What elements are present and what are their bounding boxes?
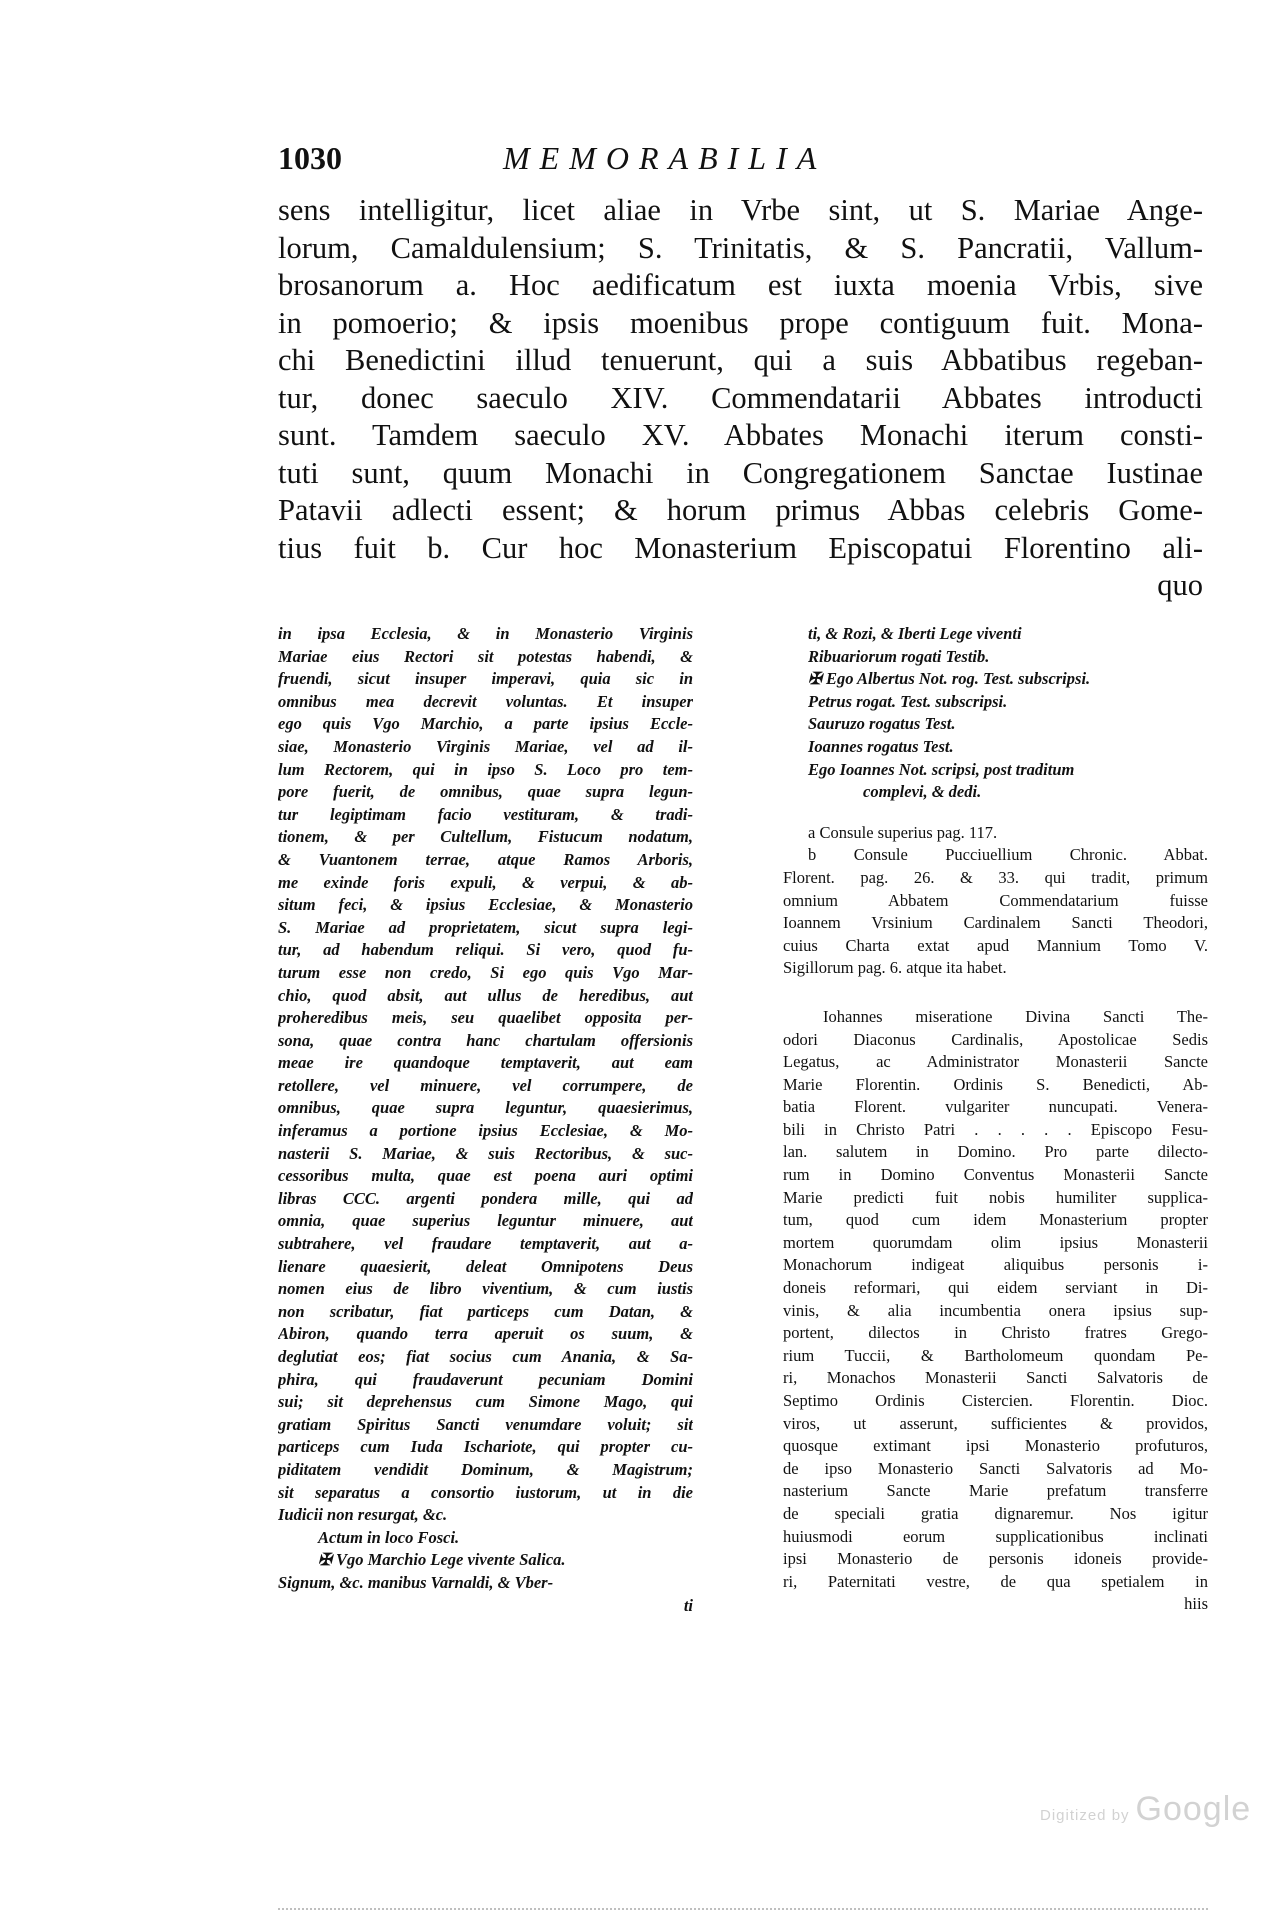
witness-line: Ego Ioannes Not. scripsi, post traditum <box>808 759 1075 779</box>
charter-line: & Vuantonem terrae, atque Ramos Arboris, <box>278 849 693 869</box>
charter-line: particeps cum Iuda Ischariote, qui propter cu- <box>278 1437 693 1457</box>
right-column <box>783 623 1208 1616</box>
charter-line: deglutiat eos; fiat socius cum Anania, & Sa- <box>278 1347 693 1366</box>
main-text-block <box>278 192 1203 605</box>
letter-line: lan. salutem in Domino. Pro parte dilecto- <box>783 1142 1208 1162</box>
main-catchword: quo <box>1157 568 1203 602</box>
charter-line: ego quis Vgo Marchio, a parte ipsius Eccle- <box>278 714 693 734</box>
footnote-line: Sigillorum pag. 6. atque ita habet. <box>783 958 1007 978</box>
charter-line: omnia, quae superius leguntur minuere, aut <box>278 1211 693 1231</box>
letter-catchword: hiis <box>1184 1594 1208 1614</box>
witness-line: Ribuariorum rogati Testib. <box>808 646 990 666</box>
footnote-line: Florent. pag. 26. & 33. qui tradit, primum <box>783 867 1208 887</box>
main-text-line: sunt. Tamdem saeculo XV. Abbates Monachi iterum consti- <box>278 418 1203 452</box>
left-column-charter <box>278 623 693 1617</box>
charter-line: inferamus a portione ipsius Ecclesiae, & Mo- <box>278 1121 693 1141</box>
letter-line: ipsi Monasterio de personis idoneis provide- <box>783 1549 1208 1569</box>
letter-line: nasterium Sancte Marie prefatum transferre <box>783 1481 1208 1501</box>
witness-line: ✠ Ego Albertus Not. rog. Test. subscripsi. <box>808 669 1091 689</box>
witness-line: Sauruzo rogatus Test. <box>808 714 956 734</box>
charter-signature: ✠ Vgo Marchio Lege vivente Salica. <box>318 1550 566 1570</box>
letter-line: de speciali gratia dignaremur. Nos igitur <box>783 1503 1208 1523</box>
letter-line: huiusmodi eorum supplicationibus inclinati <box>783 1526 1208 1546</box>
charter-line: in ipsa Ecclesia, & in Monasterio Virginis <box>278 624 693 643</box>
letter-line: rum in Domino Conventus Monasterii Sancte <box>783 1165 1208 1185</box>
main-text-line: brosanorum a. Hoc aedificatum est iuxta moenia Vrbis, sive <box>278 268 1203 302</box>
page-number: 1030 <box>278 140 342 176</box>
footnote-line: omnium Abbatem Commendatarium fuisse <box>783 890 1208 910</box>
charter-line: fruendi, sicut insuper imperavi, quia sic in <box>278 669 693 689</box>
running-head <box>278 140 938 180</box>
letter-line: ri, Paternitati vestre, de qua spetialem in <box>783 1571 1208 1591</box>
charter-line: lienare quaesierit, deleat Omnipotens Deus <box>278 1256 693 1276</box>
letter-line: Septimo Ordinis Cistercien. Florentin. Dioc. <box>783 1391 1208 1410</box>
letter-line: de ipso Monasterio Sancti Salvatoris ad Mo- <box>783 1458 1208 1478</box>
letter-line: Legatus, ac Administrator Monasterii Sancte <box>783 1052 1208 1072</box>
charter-line: situm feci, & ipsius Ecclesiae, & Monasterio <box>278 895 693 915</box>
letter-line: rium Tuccii, & Bartholomeum quondam Pe- <box>783 1345 1208 1365</box>
charter-line: nomen eius de libro viventium, & cum iustis <box>278 1279 693 1299</box>
letter-line: vinis, & alia incumbentia onera ipsius sup- <box>783 1300 1208 1320</box>
witness-line: Petrus rogat. Test. subscripsi. <box>808 691 1008 711</box>
main-text-line: chi Benedictini illud tenuerunt, qui a suis Abbatibus regeban- <box>278 343 1203 377</box>
charter-line: Abiron, quando terra aperuit os suum, & <box>278 1324 693 1344</box>
bottom-scan-edge <box>278 1908 1208 1910</box>
charter-line: retollere, vel minuere, vel corrumpere, de <box>278 1075 693 1095</box>
charter-line: proheredibus meis, seu quaelibet opposita per- <box>278 1008 693 1028</box>
main-text-line: tur, donec saeculo XIV. Commendatarii Abbates introducti <box>278 380 1203 415</box>
main-text-line: tius fuit b. Cur hoc Monasterium Episcopatui Florentino ali- <box>278 530 1203 565</box>
digitized-watermark <box>1040 1790 1251 1829</box>
charter-line: non scribatur, fiat particeps cum Datan, & <box>278 1301 693 1321</box>
charter-line: siae, Monasterio Virginis Mariae, vel ad il- <box>278 736 693 756</box>
footnote-line: cuius Charta extat apud Mannium Tomo V. <box>783 935 1208 955</box>
main-text-line: lorum, Camaldulensium; S. Trinitatis, & S. Pancratii, Vallum- <box>278 230 1203 265</box>
charter-line: sona, quae contra hanc chartulam offersionis <box>278 1030 693 1050</box>
witness-line: Ioannes rogatus Test. <box>808 736 954 756</box>
charter-line: tionem, & per Cultellum, Fistucum nodatum, <box>278 827 693 847</box>
charter-actum: Actum in loco Fosci. <box>318 1527 460 1547</box>
charter-line: Mariae eius Rectori sit potestas habendi, & <box>278 646 693 666</box>
letter-line: doneis reformari, qui eidem serviant in Di- <box>783 1278 1208 1298</box>
witness-line: ti, & Rozi, & Iberti Lege viventi <box>808 624 1022 643</box>
main-text-line: Patavii adlecti essent; & horum primus Abbas celebris Gome- <box>278 493 1203 527</box>
footnotes <box>783 822 1208 980</box>
charter-line: Iudicii non resurgat, &c. <box>278 1505 448 1525</box>
watermark-brand: Google <box>1135 1790 1252 1828</box>
main-text-line: sens intelligitur, licet aliae in Vrbe sint, ut S. Mariae Ange- <box>278 193 1203 227</box>
charter-line: nasterii S. Mariae, & suis Rectoribus, & suc- <box>278 1143 693 1163</box>
footnote-b: b Consule Pucciuellium Chronic. Abbat. <box>808 845 1208 865</box>
charter-line: phira, qui fraudaverunt pecuniam Domini <box>278 1369 693 1389</box>
charter-line: omnibus mea decrevit voluntas. Et insuper <box>278 691 693 711</box>
letter-line: portent, dilectos in Christo fratres Grego- <box>783 1323 1208 1343</box>
charter-line: tur legiptimam facio vestituram, & tradi- <box>278 804 693 824</box>
cardinal-letter <box>783 1006 1208 1616</box>
letter-line: ri, Monachos Monasterii Sancti Salvatoris de <box>783 1368 1208 1388</box>
charter-line: lum Rectorem, qui in ipso S. Loco pro tem- <box>278 759 693 779</box>
letter-line: tum, quod cum idem Monasterium propter <box>783 1210 1208 1230</box>
charter-line: pore fuerit, de omnibus, quae supra legun- <box>278 782 693 802</box>
letter-line: odori Diaconus Cardinalis, Apostolicae Sedis <box>783 1029 1208 1049</box>
footnote-a: a Consule superius pag. 117. <box>808 822 998 842</box>
main-text-line: in pomoerio; & ipsis moenibus prope contiguum fuit. Mona- <box>278 305 1203 340</box>
letter-line: mortem quorumdam olim ipsius Monasterii <box>783 1232 1208 1252</box>
charter-line: sui; sit deprehensus cum Simone Mago, qui <box>278 1392 693 1412</box>
letter-line: Marie predicti fuit nobis humiliter supplica- <box>783 1187 1208 1207</box>
charter-signum: Signum, &c. manibus Varnaldi, & Vber- <box>278 1572 554 1592</box>
watermark-prefix: Digitized by <box>1040 1807 1130 1824</box>
charter-line: libras CCC. argenti pondera mille, qui ad <box>278 1188 693 1208</box>
letter-line: quosque extimant ipsi Monasterio profuturos, <box>783 1436 1208 1456</box>
charter-line: tur, ad habendum reliqui. Si vero, quod fu- <box>278 940 693 960</box>
letter-line: Iohannes miseratione Divina Sancti The- <box>823 1006 1208 1026</box>
charter-line: gratiam Spiritus Sancti venumdare voluit; sit <box>278 1414 693 1434</box>
letter-line: Monachorum indigeat aliquibus personis i- <box>783 1255 1208 1275</box>
charter-line: turum esse non credo, Si ego quis Vgo Mar- <box>278 962 693 982</box>
charter-line: chio, quod absit, aut ullus de heredibus, aut <box>278 985 693 1005</box>
witness-line: complevi, & dedi. <box>863 782 982 802</box>
main-text-line: tuti sunt, quum Monachi in Congregationem Sanctae Iustinae <box>278 455 1203 490</box>
charter-line: omnibus, quae supra leguntur, quaesierimus, <box>278 1098 693 1118</box>
charter-line: cessoribus multa, quae est poena auri optimi <box>278 1166 693 1186</box>
charter-line: S. Mariae ad proprietatem, sicut supra legi- <box>278 917 693 937</box>
letter-line: bili in Christo Patri . . . . . Episcopo Fesu- <box>783 1119 1208 1139</box>
charter-line: piditatem vendidit Dominum, & Magistrum; <box>278 1459 693 1479</box>
footnote-line: Ioannem Vrsinium Cardinalem Sancti Theodori, <box>783 913 1208 933</box>
charter-line: sit separatus a consortio iustorum, ut in die <box>278 1482 693 1502</box>
witness-list <box>783 623 1208 804</box>
letter-line: viros, ut asserunt, sufficientes & providos, <box>783 1413 1208 1433</box>
charter-line: subtrahere, vel fraudare temptaverit, aut a- <box>278 1234 693 1254</box>
charter-catchword: ti <box>683 1595 693 1615</box>
letter-line: batia Florent. vulgariter nuncupati. Venera- <box>783 1097 1208 1117</box>
letter-line: Marie Florentin. Ordinis S. Benedicti, Ab- <box>783 1074 1208 1094</box>
running-title: MEMORABILIA <box>503 140 827 176</box>
charter-line: me exinde foris expuli, & verpui, & ab- <box>278 872 693 892</box>
charter-line: meae ire quandoque temptaverit, aut eam <box>278 1053 693 1073</box>
